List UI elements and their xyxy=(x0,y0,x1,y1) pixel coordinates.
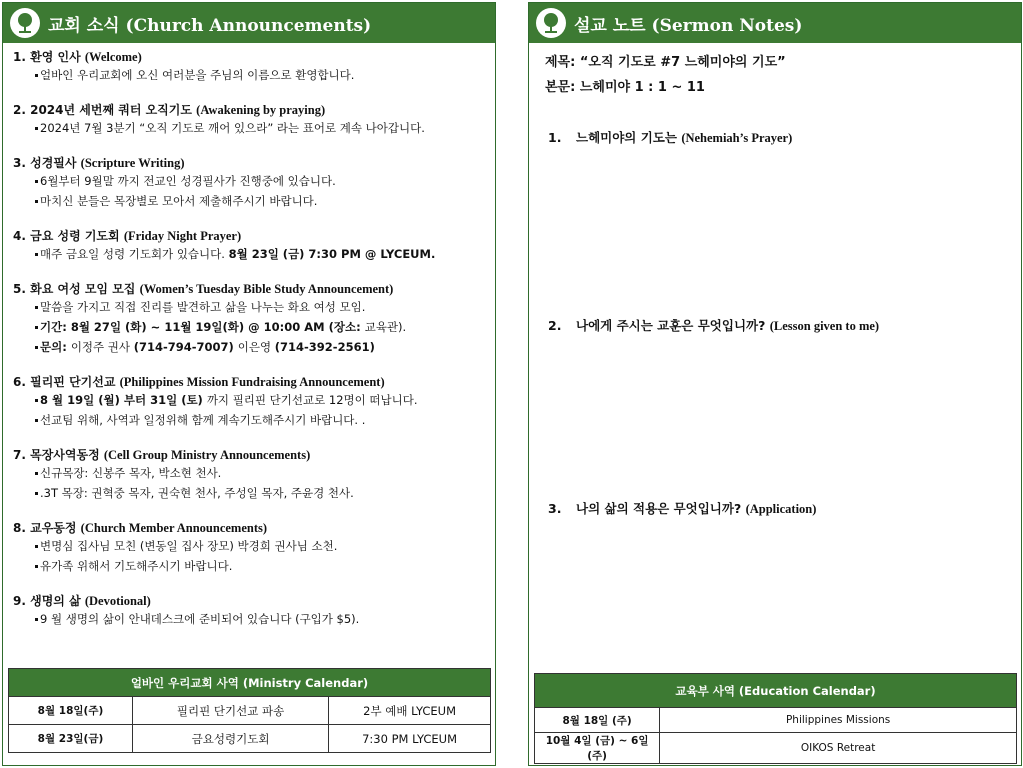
bullet-item: 문의: 이정주 권사 (714-794-7007) 이은영 (714-392-2561) xyxy=(13,337,495,357)
sermon-notes-panel xyxy=(528,2,1022,766)
section-title: 1. 환영 인사 (Welcome) xyxy=(13,50,142,64)
question-2: 2. 나에게 주시는 교훈은 무엇입니까? (Lesson given to me) xyxy=(548,318,880,333)
ministry-calendar-header: 얼바인 우리교회 사역 (Ministry Calendar) xyxy=(9,669,491,697)
calendar-cell: 8월 18일 (주) xyxy=(535,708,660,733)
announcements-title: 교회 소식 (Church Announcements) xyxy=(48,15,372,36)
section-title: 2. 2024년 세번째 쿼터 오직기도 (Awakening by praying) xyxy=(13,103,326,117)
section-title: 4. 금요 성령 기도회 (Friday Night Prayer) xyxy=(13,229,242,243)
sermon-passage: 본문: 느헤미야 1 : 1 ~ 11 xyxy=(545,80,705,95)
calendar-cell: 필리핀 단기선교 파송 xyxy=(132,697,328,725)
announcement-section xyxy=(13,102,495,138)
education-calendar-header: 교육부 사역 (Education Calendar) xyxy=(535,674,1017,708)
bullet-item: 유가족 위해서 기도해주시기 바랍니다. xyxy=(13,556,495,576)
bullet-item: 말씀을 가지고 직접 진리를 발견하고 삶을 나누는 화요 여성 모임. xyxy=(13,297,495,317)
bullet-item: 8 월 19일 (월) 부터 31일 (토) 까지 필리핀 단기선교로 12명이 떠납니다. xyxy=(13,390,495,410)
announcement-section xyxy=(13,593,495,629)
section-title: 9. 생명의 삶 (Devotional) xyxy=(13,594,151,608)
sermon-subject: 제목: “오직 기도로 #7 느헤미야의 기도” xyxy=(545,55,786,70)
announcement-section xyxy=(13,49,495,85)
calendar-cell: 8월 18일(주) xyxy=(9,697,133,725)
bullet-item: 매주 금요일 성령 기도회가 있습니다. 8월 23일 (금) 7:30 PM @ LYCEUM. xyxy=(13,244,495,264)
announcement-section xyxy=(13,155,495,211)
announcement-section xyxy=(13,228,495,264)
tree-logo-icon xyxy=(536,8,566,38)
tree-logo-icon xyxy=(10,8,40,38)
sermon-title: 설교 노트 (Sermon Notes) xyxy=(574,15,803,36)
bullet-item: 신규목장: 신봉주 목자, 박소현 천사. xyxy=(13,463,495,483)
announcement-list xyxy=(3,43,495,629)
bullet-item: 변명심 집사님 모친 (변동일 집사 장모) 박경희 권사님 소천. xyxy=(13,536,495,556)
announcement-section xyxy=(13,281,495,357)
announcement-section xyxy=(13,520,495,576)
bullet-item: 6월부터 9월말 까지 전교인 성경필사가 진행중에 있습니다. xyxy=(13,171,495,191)
announcement-section xyxy=(13,447,495,503)
section-title: 3. 성경필사 (Scripture Writing) xyxy=(13,156,185,170)
announcements-header xyxy=(3,3,495,43)
calendar-cell: Philippines Missions xyxy=(660,708,1017,733)
calendar-cell: 금요성령기도회 xyxy=(132,725,328,753)
calendar-row xyxy=(9,725,491,753)
calendar-cell: 2부 예배 LYCEUM xyxy=(329,697,491,725)
bullet-item: 9 월 생명의 삶이 안내데스크에 준비되어 있습니다 (구입가 $5). xyxy=(13,609,495,629)
section-title: 6. 필리핀 단기선교 (Philippines Mission Fundraising Announcement) xyxy=(13,375,385,389)
question-3: 3. 나의 삶의 적용은 무엇입니까? (Application) xyxy=(548,501,817,516)
bullet-item: 선교팀 위해, 사역과 일정위해 함께 계속기도해주시기 바랍니다. . xyxy=(13,410,495,430)
bullet-item: 마치신 분들은 목장별로 모아서 제출해주시기 바랍니다. xyxy=(13,191,495,211)
bullet-item: 2024년 7월 3분기 “오직 기도로 깨어 있으라” 라는 표어로 계속 나아갑니다. xyxy=(13,118,495,138)
calendar-cell: 7:30 PM LYCEUM xyxy=(329,725,491,753)
sermon-header xyxy=(529,3,1021,43)
bullet-item: 기간: 8월 27일 (화) ~ 11월 19일(화) @ 10:00 AM (장소: 교육관). xyxy=(13,317,495,337)
section-title: 5. 화요 여성 모임 모집 (Women’s Tuesday Bible Study Announcement) xyxy=(13,282,394,296)
calendar-row xyxy=(535,708,1017,733)
announcement-section xyxy=(13,374,495,430)
bullet-item: .3T 목장: 권혁중 목자, 권숙현 천사, 주성일 목자, 주윤경 천사. xyxy=(13,483,495,503)
calendar-cell: OIKOS Retreat xyxy=(660,733,1017,764)
section-title: 7. 목장사역동정 (Cell Group Ministry Announcements) xyxy=(13,448,311,462)
church-announcements-panel xyxy=(2,2,496,766)
section-title: 8. 교우동정 (Church Member Announcements) xyxy=(13,521,268,535)
question-1: 1. 느헤미야의 기도는 (Nehemiah’s Prayer) xyxy=(548,130,793,145)
calendar-row xyxy=(535,733,1017,764)
calendar-cell: 8월 23일(금) xyxy=(9,725,133,753)
ministry-calendar xyxy=(8,668,491,753)
calendar-row xyxy=(9,697,491,725)
calendar-cell: 10월 4일 (금) ~ 6일 (주) xyxy=(535,733,660,764)
bullet-item: 얼바인 우리교회에 오신 여러분을 주님의 이름으로 환영합니다. xyxy=(13,65,495,85)
education-calendar xyxy=(534,673,1017,764)
